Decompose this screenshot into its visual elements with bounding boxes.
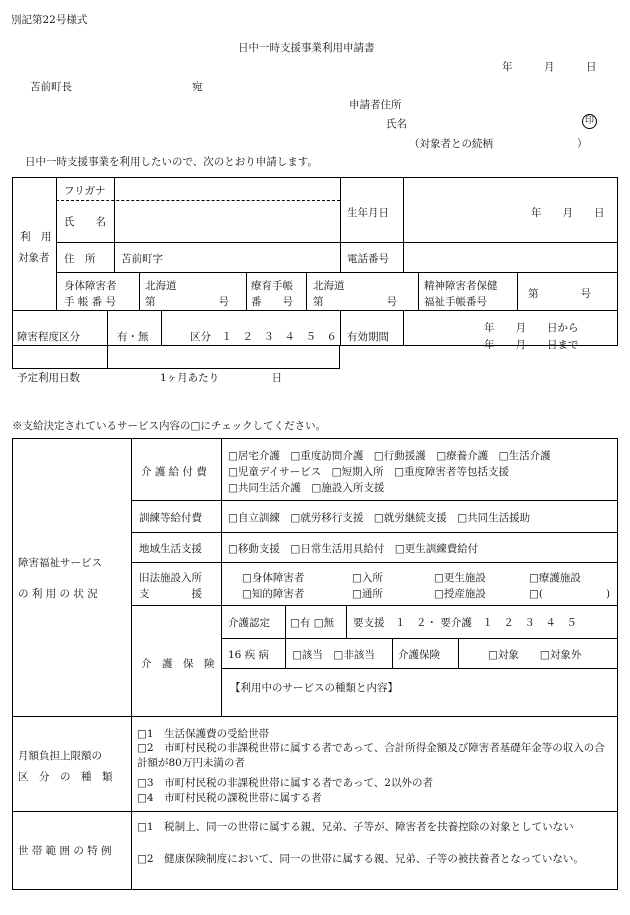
name-label: 氏 名: [64, 216, 106, 228]
mental-number-field[interactable]: 第 号: [528, 288, 591, 300]
old-facility-residential[interactable]: □入所: [352, 572, 383, 584]
monthly-limit-option-4[interactable]: □4 市町村民税の課税世帯に属する者: [137, 792, 322, 804]
seal-mark: 印: [582, 114, 597, 129]
current-services-label: 【利用中のサービスの種類と内容】: [230, 682, 398, 694]
services-section-label-2: の 利 用 の 状 況: [18, 588, 98, 600]
ryoiku-number-field[interactable]: 第 号: [313, 296, 397, 308]
care-benefit-line-2[interactable]: □児童デイサービス □短期入所 □重度障害者等包括支援: [228, 466, 510, 478]
validity-from-field[interactable]: 年 月 日から: [484, 322, 579, 334]
monthly-limit-label-2: 区 分 の 種 類: [18, 771, 113, 783]
old-facility-label: 旧法施設入所: [139, 572, 202, 584]
disability-option-field[interactable]: 有・無: [117, 331, 149, 343]
household-exception-label: 世 帯 範 囲 の 特 例: [18, 845, 112, 857]
community-support-options[interactable]: □移動支援 □日常生活用具給付 □更生訓練費給付: [228, 543, 479, 555]
address-label: 住 所: [64, 253, 96, 265]
old-facility-nursing[interactable]: □療護施設: [529, 572, 581, 584]
monthly-limit-option-3[interactable]: □3 市町村民税の非課税世帯に属する者であって、2以外の者: [137, 777, 433, 789]
training-benefit-options[interactable]: □自立訓練 □就労移行支援 □就労継続支援 □共同生活援助: [228, 512, 531, 524]
monthly-limit-option-1[interactable]: □1 生活保護費の受給世帯: [137, 728, 270, 740]
monthly-limit-label: 月額負担上限額の: [18, 750, 102, 762]
old-facility-other[interactable]: □( ): [529, 588, 611, 600]
application-date: 年 月 日: [502, 61, 597, 73]
care-insurance-target-label: 介護保険: [398, 649, 440, 661]
mental-handbook-label: 精神障害者保健: [424, 280, 498, 292]
ryoiku-handbook-label: 療育手帳: [251, 280, 293, 292]
old-facility-label-2: 支 援: [139, 588, 202, 600]
address-field[interactable]: 苫前町字: [121, 253, 163, 265]
ryoiku-handbook-label-2: 番 号: [251, 296, 293, 308]
care-insurance-target-field[interactable]: □対象 □対象外: [488, 649, 582, 661]
phone-field[interactable]: [405, 245, 616, 270]
care-level-field[interactable]: 要支援 １ ２・ 要介護 １ ２ ３ ４ ５: [353, 617, 577, 629]
old-facility-physical[interactable]: □身体障害者: [242, 572, 305, 584]
physical-number-field[interactable]: 第 号: [145, 296, 229, 308]
validity-label: 有効期間: [347, 331, 389, 343]
relation-field: （対象者との続柄 ）: [409, 138, 588, 150]
monthly-limit-option-2[interactable]: □2 市町村民税の非課税世帯に属する者であって、合計所得金額及び障害者基礎年金等の収入の合計額が80万円未満の者: [137, 742, 605, 769]
household-exception-option-2[interactable]: □2 健康保険制度において、同一の世帯に属する親、兄弟、子等の被扶養者となっていない。: [137, 853, 584, 865]
care-certification-label: 介護認定: [228, 617, 270, 629]
intro-text: 日中一時支援事業を利用したいので、次のとおり申請します。: [25, 156, 318, 168]
user-section-label: 利 用: [20, 231, 52, 243]
ryoiku-prefecture: 北海道: [313, 280, 345, 292]
birth-date-label: 生年月日: [347, 207, 389, 219]
old-facility-daycare[interactable]: □通所: [352, 588, 383, 600]
sixteen-diseases-label: 16 疾 病: [228, 649, 270, 661]
sixteen-diseases-field[interactable]: □該当 □非該当: [292, 649, 375, 661]
planned-days-field[interactable]: 1ヶ月あたり 日: [160, 372, 283, 384]
community-support-label: 地域生活支援: [139, 543, 202, 555]
old-facility-intellectual[interactable]: □知的障害者: [242, 588, 305, 600]
care-certification-field[interactable]: □有 □無: [290, 617, 335, 629]
planned-days-table: [12, 345, 340, 369]
services-section-label: 障害福祉サービス: [18, 557, 102, 569]
page-title: 日中一時支援事業利用申請書: [238, 42, 375, 54]
physical-handbook-label-2: 手 帳 番 号: [64, 296, 117, 308]
user-section-label-2: 対象者: [18, 252, 50, 264]
care-insurance-label: 介 護 保 険: [141, 658, 215, 670]
old-facility-rehab[interactable]: □更生施設: [434, 572, 486, 584]
honorific: 宛: [192, 81, 203, 93]
applicant-name-label: 氏名: [386, 118, 407, 130]
physical-handbook-label: 身体障害者: [64, 280, 117, 292]
form-number: 別記第22号様式: [11, 14, 88, 26]
physical-prefecture: 北海道: [145, 280, 177, 292]
planned-days-label: 予定利用日数: [17, 372, 80, 384]
furigana-field[interactable]: [115, 180, 339, 199]
mental-handbook-label-2: 福祉手帳番号: [424, 296, 487, 308]
phone-label: 電話番号: [347, 253, 389, 265]
old-facility-vocational[interactable]: □授産施設: [434, 588, 486, 600]
household-exception-option-1[interactable]: □1 税制上、同一の世帯に属する親、兄弟、子等が、障害者を扶養控除の対象としていない: [137, 821, 574, 833]
furigana-label: フリガナ: [64, 185, 106, 197]
care-benefit-line-1[interactable]: □居宅介護 □重度訪問介護 □行動援護 □療養介護 □生活介護: [228, 450, 551, 462]
name-field[interactable]: [115, 202, 339, 240]
care-benefit-line-3[interactable]: □共同生活介護 □施設入所支援: [228, 482, 385, 494]
current-services-field[interactable]: [224, 696, 616, 714]
addressee: 苫前町長: [30, 81, 72, 93]
disability-class-field[interactable]: 区分 １ ２ ３ ４ ５ ６: [190, 331, 337, 343]
applicant-address-label: 申請者住所: [349, 99, 402, 111]
training-benefit-label: 訓練等給付費: [139, 512, 202, 524]
validity-to-field[interactable]: 年 月 日まで: [484, 339, 579, 351]
birth-date-field[interactable]: 年 月 日: [531, 207, 605, 219]
care-benefit-label: 介 護 給 付 費: [141, 466, 207, 478]
checkbox-note: ※支給決定されているサービス内容の□にチェックしてください。: [12, 420, 327, 432]
disability-class-label: 障害程度区分: [17, 331, 80, 343]
